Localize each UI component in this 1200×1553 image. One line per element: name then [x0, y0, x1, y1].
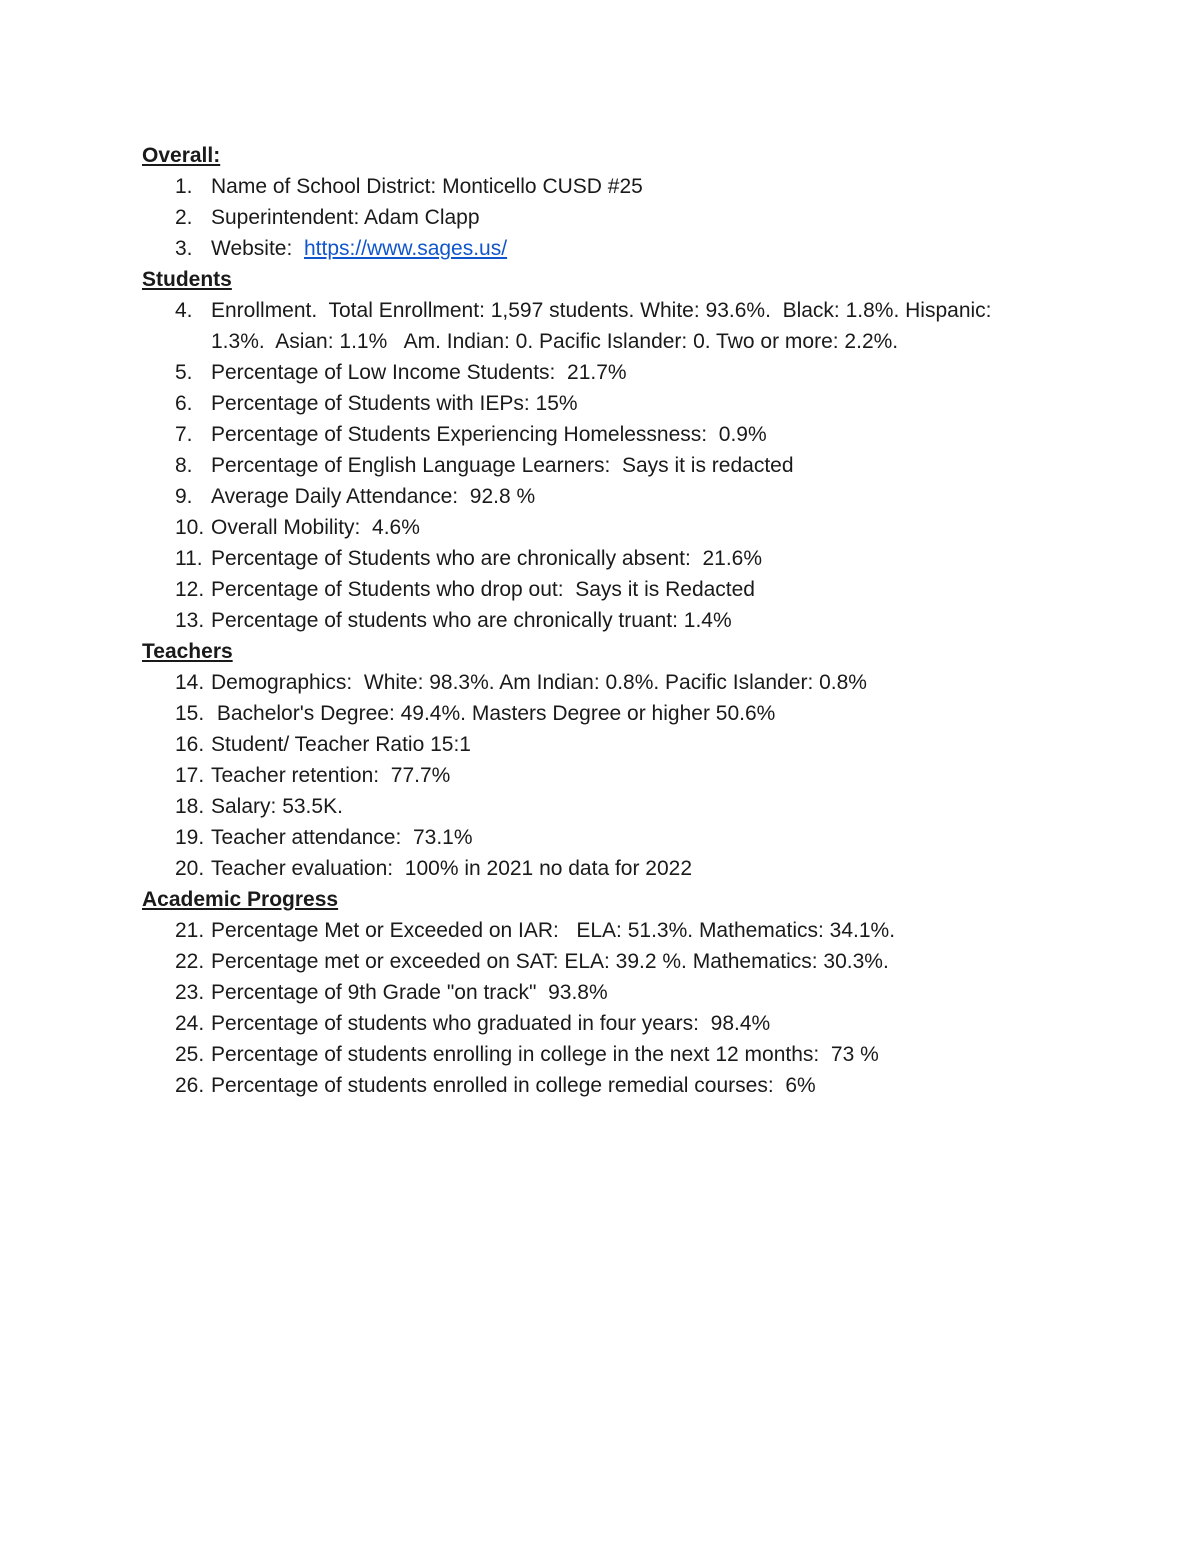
list-item-number: 4. [175, 299, 193, 322]
list-item-label: Percentage of students who graduated in four years: 98.4% [211, 1012, 771, 1035]
list-item-text [211, 1070, 1042, 1101]
list-item-number: 22. [175, 950, 205, 973]
list-item-text [211, 977, 1042, 1008]
list-item-text [211, 667, 1042, 698]
document-page [142, 140, 1042, 1101]
list-item-label: Percentage of students who are chronically truant: 1.4% [211, 609, 732, 632]
list-item-text [211, 357, 1042, 388]
list-item-label: Average Daily Attendance: 92.8 % [211, 485, 536, 508]
list-item [142, 388, 1042, 419]
list-item-number: 23. [175, 981, 205, 1004]
list-item-text [211, 512, 1042, 543]
list-item-number: 17. [175, 764, 205, 787]
list-item [142, 171, 1042, 202]
list-item-number: 11. [175, 547, 203, 570]
list-item-text [211, 946, 1042, 977]
list-item-number: 24. [175, 1012, 205, 1035]
list-item-text [211, 1039, 1042, 1070]
website-link[interactable]: https://www.sages.us/ [303, 237, 508, 260]
list-item [142, 1070, 1042, 1101]
list-item-text [211, 822, 1042, 853]
list-item-text [211, 202, 1042, 233]
list-item [142, 512, 1042, 543]
list-item-text [211, 791, 1042, 822]
list-item [142, 233, 1042, 264]
list-item-label: Percentage of Students with IEPs: 15% [211, 392, 578, 415]
list-item-label: Percentage of 9th Grade "on track" 93.8% [211, 981, 608, 1004]
list-item-number: 7. [175, 423, 193, 446]
list-item [142, 729, 1042, 760]
list-item-label: Percentage of Low Income Students: 21.7% [211, 361, 627, 384]
section-list [142, 171, 1042, 264]
list-item-label: Superintendent: Adam Clapp [211, 206, 480, 229]
list-item [142, 946, 1042, 977]
list-item-number: 10. [175, 516, 205, 539]
section-list [142, 915, 1042, 1101]
list-item [142, 295, 1042, 357]
list-item-label: Demographics: White: 98.3%. Am Indian: 0.8%. Pacific Islander: 0.8% [211, 671, 867, 694]
list-item [142, 915, 1042, 946]
section-heading-academic-progress: Academic Progress [142, 888, 339, 911]
list-item-number: 2. [175, 206, 193, 229]
list-item-text [211, 233, 1042, 264]
section-list [142, 295, 1042, 636]
list-item-label: Percentage of students enrolled in college remedial courses: 6% [211, 1074, 816, 1097]
list-item-text [211, 574, 1042, 605]
section-heading-teachers: Teachers [142, 640, 233, 663]
document-body [142, 140, 1042, 1101]
list-item-text [211, 171, 1042, 202]
list-item-label: Percentage Met or Exceeded on IAR: ELA: 51.3%. Mathematics: 34.1%. [211, 919, 896, 942]
list-item [142, 202, 1042, 233]
list-item-text [211, 605, 1042, 636]
list-item-label: Bachelor's Degree: 49.4%. Masters Degree or higher 50.6% [211, 702, 776, 725]
list-item-text [211, 915, 1042, 946]
list-item-label: Website: [211, 237, 304, 260]
list-item [142, 822, 1042, 853]
list-item-number: 12. [175, 578, 205, 601]
list-item [142, 1039, 1042, 1070]
list-item-number: 26. [175, 1074, 205, 1097]
list-item [142, 791, 1042, 822]
list-item-number: 6. [175, 392, 193, 415]
list-item-text [211, 295, 1042, 357]
list-item-label: Percentage of Students who drop out: Says it is Redacted [211, 578, 755, 601]
list-item [142, 419, 1042, 450]
list-item [142, 605, 1042, 636]
list-item-text [211, 543, 1042, 574]
list-item-label: Percentage of Students who are chronically absent: 21.6% [211, 547, 763, 570]
list-item-text [211, 481, 1042, 512]
list-item [142, 698, 1042, 729]
list-item-label: Overall Mobility: 4.6% [211, 516, 420, 539]
list-item-label: Percentage of Students Experiencing Homelessness: 0.9% [211, 423, 767, 446]
list-item-label: Name of School District: Monticello CUSD #25 [211, 175, 643, 198]
list-item [142, 450, 1042, 481]
list-item-number: 9. [175, 485, 193, 508]
list-item-label: Percentage met or exceeded on SAT: ELA: 39.2 %. Mathematics: 30.3%. [211, 950, 889, 973]
list-item-number: 13. [175, 609, 205, 632]
list-item-text [211, 853, 1042, 884]
list-item [142, 357, 1042, 388]
list-item [142, 853, 1042, 884]
section-heading-students: Students [142, 268, 232, 291]
list-item-text [211, 388, 1042, 419]
section-heading-overall: Overall: [142, 144, 221, 167]
list-item-number: 16. [175, 733, 205, 756]
list-item-number: 8. [175, 454, 193, 477]
list-item [142, 977, 1042, 1008]
list-item-text [211, 1008, 1042, 1039]
list-item-label: Teacher retention: 77.7% [211, 764, 451, 787]
list-item-text [211, 450, 1042, 481]
list-item-label: Salary: 53.5K. [211, 795, 343, 818]
list-item-text [211, 419, 1042, 450]
list-item-number: 19. [175, 826, 205, 849]
list-item-label: Student/ Teacher Ratio 15:1 [211, 733, 471, 756]
list-item [142, 543, 1042, 574]
list-item-number: 20. [175, 857, 205, 880]
list-item-number: 21. [175, 919, 205, 942]
list-item-label: Percentage of English Language Learners: Says it is redacted [211, 454, 794, 477]
list-item-text [211, 760, 1042, 791]
list-item-number: 1. [175, 175, 193, 198]
list-item-number: 25. [175, 1043, 205, 1066]
list-item [142, 481, 1042, 512]
list-item-number: 14. [175, 671, 205, 694]
list-item-number: 18. [175, 795, 205, 818]
list-item [142, 760, 1042, 791]
section-list [142, 667, 1042, 884]
list-item-label: Percentage of students enrolling in college in the next 12 months: 73 % [211, 1043, 879, 1066]
list-item-number: 15. [175, 702, 205, 725]
list-item-text [211, 729, 1042, 760]
list-item-label: Teacher attendance: 73.1% [211, 826, 473, 849]
list-item-text [211, 698, 1042, 729]
list-item [142, 1008, 1042, 1039]
list-item [142, 667, 1042, 698]
list-item-label: Teacher evaluation: 100% in 2021 no data for 2022 [211, 857, 693, 880]
list-item-number: 3. [175, 237, 193, 260]
list-item [142, 574, 1042, 605]
list-item-label: Enrollment. Total Enrollment: 1,597 students. White: 93.6%. Black: 1.8%. Hispanic: 1.3%. Asian: 1.1% Am. Indian: 0. Pacific Islander: 0. Two or more: 2.2%. [211, 299, 998, 353]
list-item-number: 5. [175, 361, 193, 384]
